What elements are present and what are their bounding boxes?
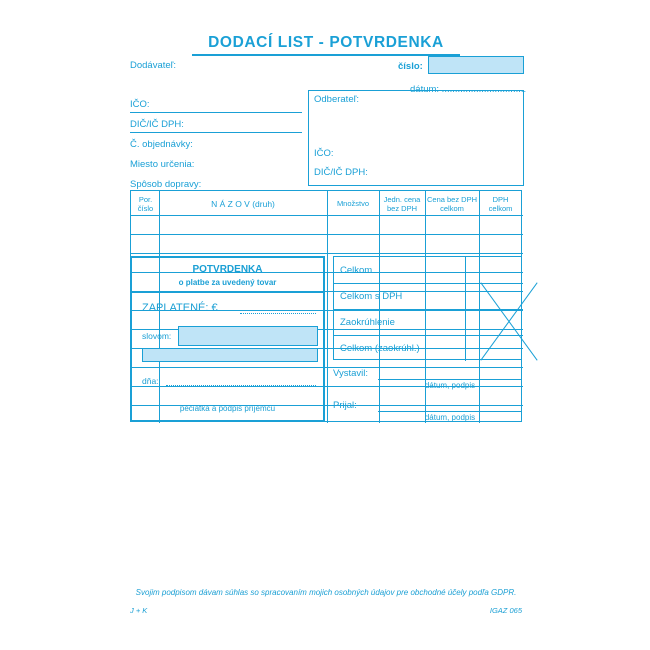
totals-label-celkom-s-dph: Celkom s DPH (340, 291, 403, 302)
table-header-unitprice-2: bez DPH (386, 204, 417, 213)
supplier-dic-label: DIČ/IČ DPH: (130, 119, 184, 130)
table-header-seq-2: číslo (137, 204, 154, 213)
receiver-label: Prijal: (333, 400, 357, 411)
form-code: IGAZ 065 (489, 606, 522, 615)
receiver-signature-line[interactable] (378, 411, 522, 412)
table-row-line (131, 234, 523, 235)
receipt-box (130, 256, 325, 422)
table-row-line (131, 253, 523, 254)
customer-dic-label: DIČ/IČ DPH: (314, 167, 368, 178)
page-title: DODACÍ LIST - POTVRDENKA (208, 34, 444, 51)
receipt-title: POTVRDENKA (192, 264, 263, 275)
supplier-dic-line (130, 132, 302, 133)
totals-label-celkom: Celkom (340, 265, 373, 276)
customer-ico-label: IČO: (314, 148, 334, 159)
gdpr-note: Svojim podpisom dávam súhlas so spracovaním mojich osobných údajov pre obchodné účely podľa GDPR. (135, 588, 517, 597)
issuer-signature-line[interactable] (378, 379, 522, 380)
receipt-separator (132, 292, 323, 293)
table-header-line (131, 215, 523, 216)
table-header-unitprice-1: Jedn. cena (383, 195, 421, 204)
receipt-subtitle: o platbe za uvedený tovar (178, 278, 277, 287)
totals-label-zaokruhlenie: Zaokrúhlenie (340, 317, 395, 328)
receipt-date-label: dňa: (142, 376, 159, 386)
crossed-out-area (466, 283, 522, 361)
supplier-label: Dodávateľ: (130, 60, 177, 71)
table-header-qty: Množstvo (336, 199, 370, 208)
document-number-field[interactable] (428, 56, 524, 74)
totals-label-celkom-zaokruhl: Celkom (zaokrúhl.) (340, 343, 420, 354)
title-underline (192, 54, 460, 56)
document-date-label: dátum: ................................ (410, 84, 527, 95)
publisher-mark: J + K (130, 606, 148, 615)
supplier-ico-label: IČO: (130, 99, 150, 110)
transport-label: Spôsob dopravy: (130, 179, 202, 190)
issuer-signature-caption: dátum, podpis (424, 381, 476, 390)
table-header-netsum-1: Cena bez DPH (426, 195, 478, 204)
totals-box (333, 256, 522, 360)
table-header-seq-1: Por. (138, 195, 153, 204)
form-sheet (120, 28, 532, 616)
table-header-name: N Á Z O V (druh) (211, 199, 275, 209)
table-header-vat-2: celkom (488, 204, 513, 213)
table-header-vat-1: DPH (492, 195, 509, 204)
table-header-netsum-2: celkom (440, 204, 464, 213)
receipt-paid-label: ZAPLATENÉ: € (142, 302, 218, 314)
customer-label: Odberateľ: (314, 94, 360, 105)
receipt-words-field[interactable] (178, 326, 318, 346)
document-number-label: číslo: (398, 61, 423, 72)
receipt-stamp-label: pečiatka a podpis príjemcu (179, 404, 276, 413)
table-col-line-2 (327, 191, 328, 423)
supplier-ico-line (130, 112, 302, 113)
issuer-label: Vystavil: (333, 368, 369, 379)
destination-label: Miesto určenia: (130, 159, 195, 170)
receiver-signature-caption: dátum, podpis (424, 413, 476, 422)
receipt-paid-field[interactable] (240, 313, 316, 314)
receipt-words-field-second-line[interactable] (142, 348, 318, 362)
order-number-label: Č. objednávky: (130, 139, 193, 150)
receipt-words-label: slovom: (142, 331, 172, 341)
receipt-date-field[interactable] (166, 385, 316, 386)
